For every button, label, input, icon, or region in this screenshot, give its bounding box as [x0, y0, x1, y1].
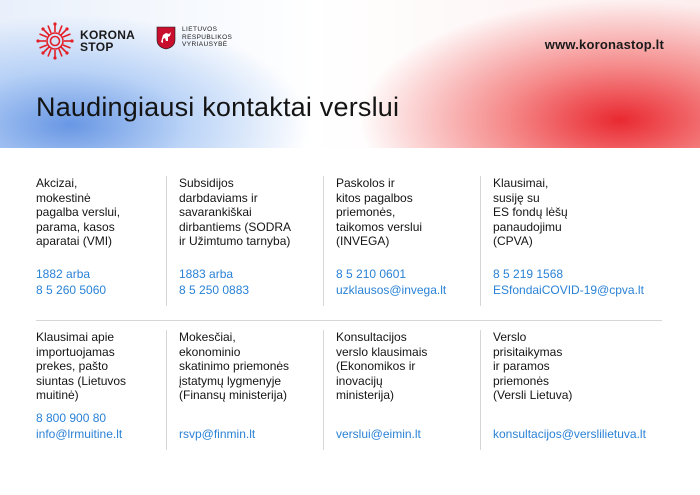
contact-phone[interactable]: 8 5 210 0601: [336, 267, 407, 281]
contact-card-cpva: [480, 176, 662, 306]
contact-email[interactable]: rsvp@finmin.lt: [179, 426, 256, 441]
contact-phone[interactable]: 8 5 219 1568: [493, 267, 564, 281]
contact-phone[interactable]: 1883 arba: [179, 267, 234, 281]
contact-card-sodra: [166, 176, 323, 306]
contact-card-eimin: [323, 330, 480, 450]
contact-topic: Akcizai, mokestinė pagalba verslui, parama, kasos aparatai (VMI): [36, 176, 121, 249]
contact-card-versli-lietuva: [480, 330, 662, 450]
government-logo[interactable]: [156, 26, 232, 50]
contact-topic: Konsultacijos verslo klausimais (Ekonomikos ir inovacijų ministerija): [336, 330, 428, 403]
contacts-grid: [36, 176, 662, 480]
contact-card-muitine: [36, 330, 166, 450]
contact-topic: Klausimai apie importuojamas prekes, pašto siuntas (Lietuvos muitinė): [36, 330, 127, 403]
korona-logo-line2: STOP: [80, 40, 114, 54]
page-title: Naudingiausi kontaktai verslui: [36, 92, 400, 122]
contact-card-invega: [323, 176, 480, 306]
contact-phone[interactable]: 8 5 250 0883: [179, 282, 250, 297]
contact-phone[interactable]: 8 5 260 5060: [36, 282, 107, 297]
koronastop-logo[interactable]: [36, 22, 135, 60]
contact-topic: Verslo prisitaikymas ir paramos priemonės (Versli Lietuva): [493, 330, 573, 403]
contact-phone[interactable]: 1882 arba: [36, 267, 91, 281]
contact-topic: Paskolos ir kitos pagalbos priemonės, taikomos verslui (INVEGA): [336, 176, 423, 249]
website-link[interactable]: www.koronastop.lt: [544, 37, 664, 52]
contacts-row-2: [36, 330, 662, 480]
contact-card-finmin: [166, 330, 323, 450]
contact-email[interactable]: uzklausos@invega.lt: [336, 282, 447, 297]
contact-phone[interactable]: 8 800 900 80: [36, 411, 107, 425]
gov-logo-line1: LIETUVOS: [182, 26, 218, 33]
gov-logo-line2: RESPUBLIKOS: [182, 33, 233, 41]
coat-of-arms-icon: [156, 26, 176, 50]
contact-email[interactable]: info@lrmuitine.lt: [36, 426, 123, 441]
contact-email[interactable]: verslui@eimin.lt: [336, 426, 421, 441]
gov-logo-line3: VYRIAUSYBĖ: [182, 41, 228, 48]
contact-email[interactable]: konsultacijos@verslilietuva.lt: [493, 426, 646, 441]
virus-icon: [36, 22, 74, 60]
contacts-row-1: [36, 176, 662, 306]
korona-logo-line1: KORONA: [80, 28, 136, 42]
contact-topic: Mokesčiai, ekonominio skatinimo priemonės įstatymų lygmenyje (Finansų ministerija): [179, 330, 290, 403]
contact-card-vmi: [36, 176, 166, 306]
contact-topic: Klausimai, susiję su ES fondų lėšų panaudojimu (CPVA): [493, 176, 568, 249]
contact-topic: Subsidijos darbdaviams ir savarankiškai dirbantiems (SODRA ir Užimtumo tarnyba): [179, 176, 292, 249]
header-banner: [0, 0, 700, 148]
contact-email[interactable]: ESfondaiCOVID-19@cpva.lt: [493, 282, 644, 297]
